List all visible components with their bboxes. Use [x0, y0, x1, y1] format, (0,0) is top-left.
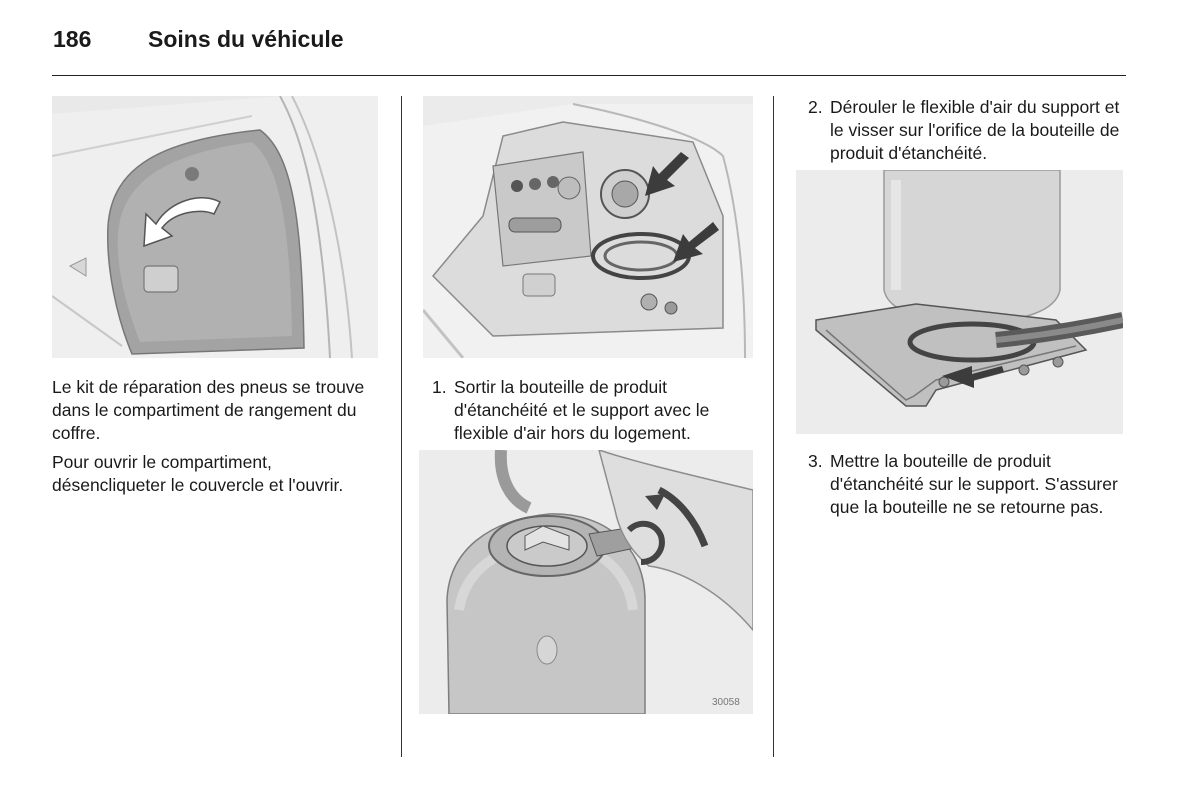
page-number: 186 — [53, 26, 92, 52]
step-1-text: Sortir la bouteille de produit d'étanchéité et le support avec le flexible d'air hors du logement. — [454, 377, 710, 443]
step-1-number: 1. — [432, 377, 447, 397]
figure-bottle-on-support — [796, 170, 1123, 434]
figure-code: 30058 — [712, 697, 740, 708]
step-1 — [432, 376, 754, 445]
header-rule — [52, 75, 1126, 76]
figure-trunk-compartment — [52, 96, 378, 358]
step-2-text: Dérouler le flexible d'air du support et le visser sur l'orifice de la bouteille de produit d'étanchéité. — [830, 97, 1120, 163]
figure-sealant-bottle — [419, 450, 753, 714]
step-2 — [808, 96, 1126, 165]
column-divider-right — [773, 96, 774, 757]
step-3-text: Mettre la bouteille de produit d'étanchéité sur le support. S'assurer que la bouteille ne se retourne pas. — [830, 451, 1118, 517]
intro-paragraph-1: Le kit de réparation des pneus se trouve dans le compartiment de rangement du coffre. — [52, 377, 365, 443]
page-title: Soins du véhicule — [148, 26, 344, 52]
intro-text — [52, 376, 382, 503]
figure-repair-kit-compartment — [423, 96, 753, 358]
step-3-number: 3. — [808, 451, 823, 471]
step-2-number: 2. — [808, 97, 823, 117]
column-divider-left — [401, 96, 402, 757]
intro-paragraph-2: Pour ouvrir le compartiment, désencliqueter le couvercle et l'ouvrir. — [52, 452, 344, 495]
step-3 — [808, 450, 1126, 519]
